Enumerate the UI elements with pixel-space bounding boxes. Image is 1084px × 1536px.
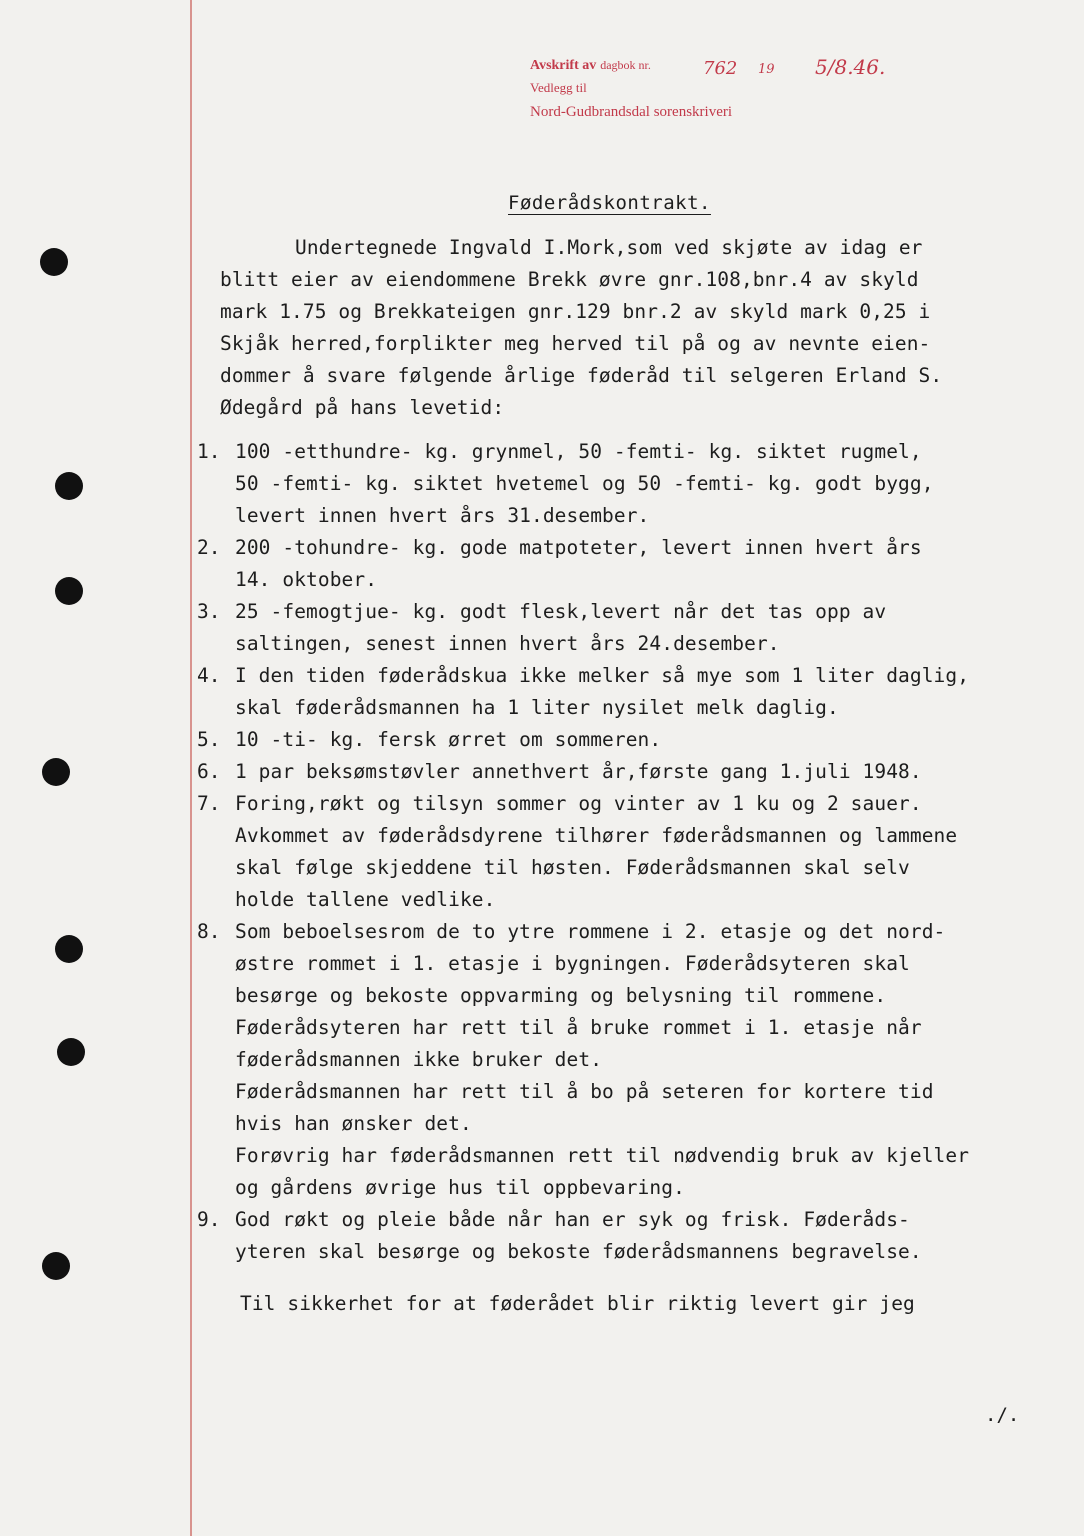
punch-hole (42, 758, 70, 786)
item-line: 14. oktober. (235, 568, 378, 591)
item-line: 50 -femti- kg. siktet hvetemel og 50 -femti- kg. godt bygg, (235, 472, 934, 495)
punch-hole (57, 1038, 85, 1066)
item-line: 100 -etthundre- kg. grynmel, 50 -femti- kg. siktet rugmel, (235, 440, 922, 463)
handwritten-dagbok-nr: 762 (703, 58, 738, 79)
stamp-avskrift (530, 58, 651, 74)
item-line: God røkt og pleie både når han er syk og frisk. Føderåds- (235, 1208, 910, 1231)
item-line: skal føderådsmannen ha 1 liter nysilet melk daglig. (235, 696, 839, 719)
item-number: 8. (197, 920, 221, 943)
item-line: yteren skal besørge og bekoste føderådsmannens begravelse. (235, 1240, 922, 1263)
item-line: Som beboelsesrom de to ytre rommene i 2. etasje og det nord- (235, 920, 946, 943)
intro-line: Undertegnede Ingvald I.Mork,som ved skjøte av idag er (295, 236, 923, 259)
intro-line: Skjåk herred,forplikter meg herved til på og av nevnte eien- (220, 332, 931, 355)
intro-line: dommer å svare følgende årlige føderåd til selgeren Erland S. (220, 364, 943, 387)
item-number: 1. (197, 440, 221, 463)
punch-hole (40, 248, 68, 276)
stamp-office: Nord-Gudbrandsdal sorenskriveri (530, 104, 733, 120)
item-line: 200 -tohundre- kg. gode matpoteter, levert innen hvert års (235, 536, 922, 559)
intro-line: blitt eier av eiendommene Brekk øvre gnr.108,bnr.4 av skyld (220, 268, 919, 291)
item-number: 9. (197, 1208, 221, 1231)
punch-hole (55, 935, 83, 963)
item-number: 4. (197, 664, 221, 687)
item-line: Forøvrig har føderådsmannen rett til nødvendig bruk av kjeller (235, 1144, 970, 1167)
margin-rule (190, 0, 192, 1536)
item-line: Føderådsyteren har rett til å bruke rommet i 1. etasje når (235, 1016, 922, 1039)
punch-hole (55, 472, 83, 500)
document-title: Føderådskontrakt. (508, 192, 711, 214)
continuation-mark: ./. (985, 1404, 1020, 1426)
item-line: østre rommet i 1. etasje i bygningen. Føderådsyteren skal (235, 952, 910, 975)
stamp-dagbok-label: dagbok nr. (600, 58, 651, 72)
intro-line: Ødegård på hans levetid: (220, 396, 505, 419)
item-number: 7. (197, 792, 221, 815)
item-line: holde tallene vedlike. (235, 888, 496, 911)
item-line: 1 par beksømstøvler annethvert år,første gang 1.juli 1948. (235, 760, 922, 783)
item-line: Føderådsmannen har rett til å bo på seteren for kortere tid (235, 1080, 934, 1103)
item-line: Avkommet av føderådsdyrene tilhører føderådsmannen og lammene (235, 824, 958, 847)
item-line: Foring,røkt og tilsyn sommer og vinter av 1 ku og 2 sauer. (235, 792, 922, 815)
intro-line: mark 1.75 og Brekkateigen gnr.129 bnr.2 av skyld mark 0,25 i (220, 300, 931, 323)
item-number: 2. (197, 536, 221, 559)
stamp-avskrift-label: Avskrift av (530, 58, 597, 73)
item-line: besørge og bekoste oppvarming og belysning til rommene. (235, 984, 887, 1007)
punch-hole (42, 1252, 70, 1280)
handwritten-year: 19 (758, 62, 775, 77)
punch-hole (55, 577, 83, 605)
item-number: 5. (197, 728, 221, 751)
item-line: føderådsmannen ikke bruker det. (235, 1048, 603, 1071)
item-line: levert innen hvert års 31.desember. (235, 504, 650, 527)
item-line: saltingen, senest innen hvert års 24.desember. (235, 632, 780, 655)
item-line: I den tiden føderådskua ikke melker så mye som 1 liter daglig, (235, 664, 970, 687)
item-number: 6. (197, 760, 221, 783)
item-line: hvis han ønsker det. (235, 1112, 472, 1135)
item-line: og gårdens øvrige hus til oppbevaring. (235, 1176, 685, 1199)
closing-line: Til sikkerhet for at føderådet blir riktig levert gir jeg (240, 1292, 915, 1315)
handwritten-date: 5/8.46. (815, 55, 886, 79)
item-line: skal følge skjeddene til høsten. Føderådsmannen skal selv (235, 856, 910, 879)
item-line: 25 -femogtjue- kg. godt flesk,levert når det tas opp av (235, 600, 887, 623)
item-number: 3. (197, 600, 221, 623)
item-line: 10 -ti- kg. fersk ørret om sommeren. (235, 728, 662, 751)
stamp-vedlegg: Vedlegg til (530, 80, 587, 95)
